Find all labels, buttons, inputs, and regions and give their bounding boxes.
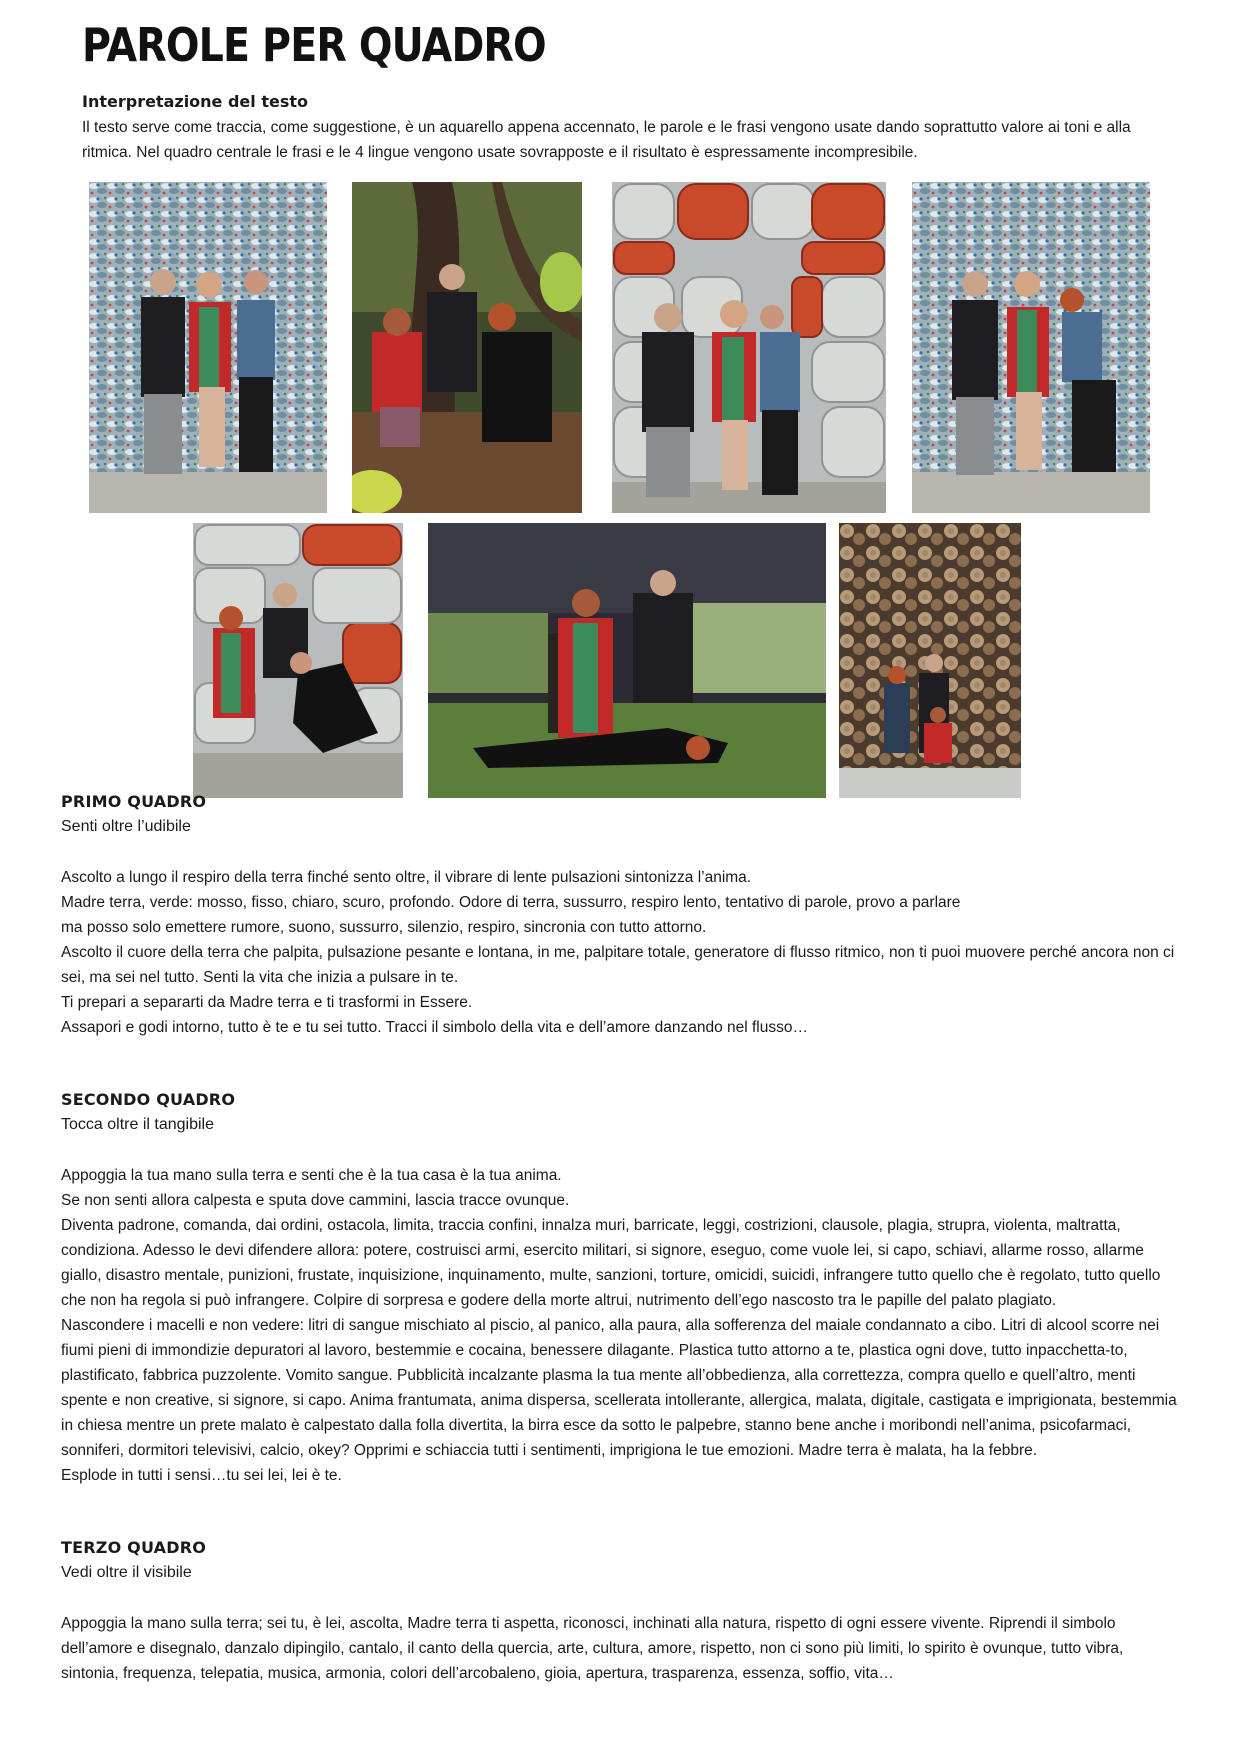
section-terzo-quadro [61, 1536, 1181, 1686]
section-line: Nascondere i macelli e non vedere: litri di sangue mischiato al piscio, al panico, alla paura, alla sofferenza del maiale condannato a cibo. Litri di alcool scorre nei fiumi pieni di immondizie depuratori al lavoro, bestemmie e cocaina, benessere dilagante. Plastica tutto attorno a te, plastica ogni dove, tutto inpacchetta-to, plastificato, fabbrica puzzolente. Vomito sangue. Pubblicità incalzante plasma la tua mente all’obbedienza, alla correttezza, compra quello e quell’altro, menti spente e non creative, si signore, si capo. Anima frantumata, anima dispersa, scellerata intollerante, allergica, malata, digitale, castigata e imprigionata, bestemmia in chiesa mentre un prete malato è calpestato dalla folla divertita, la birra esce da sotto le palpebre, stanno bene anche i moribondi nell’anima, psicofarmaci, sonniferi, dormitori televisivi, calcio, okey? Opprimi e schiaccia tutti i sentimenti, imprigiona le tue emozioni. Madre terra è malata, ha la febbre. [61, 1317, 1177, 1459]
photo-1 [89, 182, 327, 513]
section-subtitle: Vedi oltre il visibile [61, 1564, 192, 1581]
section-line: ma posso solo emettere rumore, suono, sussurro, silenzio, respiro, sincronia con tutto attorno. [61, 919, 707, 936]
section-line: Assapori e godi intorno, tutto è te e tu sei tutto. Tracci il simbolo della vita e dell’amore danzando nel flusso… [61, 1019, 808, 1036]
photo-7 [839, 523, 1021, 798]
section-subtitle: Tocca oltre il tangibile [61, 1116, 214, 1133]
section-line: Ascolto a lungo il respiro della terra finché sento oltre, il vibrare di lente pulsazioni sintonizza l’anima. [61, 869, 752, 886]
section-line: Diventa padrone, comanda, dai ordini, ostacola, limita, traccia confini, innalza muri, barricate, leggi, costrizioni, clausole, plagia, strupra, violenta, maltratta, condiziona. Adesso le devi difendere allora: potere, costruisci armi, esercito militari, si signore, eseguo, come vuole lei, si capo, schiavi, allarme rosso, allarme giallo, disastro mentale, punizioni, frustate, inquisizione, inquinamento, multe, sanzioni, torture, omicidi, suicidi, infrangere tutto quello che è regolato, tutto quello che non ha regola si può infrangere. Colpire di sorpresa e godere della morte altrui, nutrimento dell’ego nascosto tra le papille del palato plagiato. [61, 1217, 1161, 1309]
section-heading: TERZO QUADRO [61, 1538, 207, 1557]
section-subtitle: Senti oltre l’udibile [61, 818, 191, 835]
section-primo-quadro [61, 790, 1181, 1040]
intro-block [82, 92, 1162, 165]
photo-4 [912, 182, 1150, 513]
photo-2 [352, 182, 582, 513]
text-sections [61, 790, 1181, 1734]
page-title: PAROLE PER QUADRO [82, 18, 546, 72]
section-line: Ti prepari a separarti da Madre terra e ti trasformi in Essere. [61, 994, 473, 1011]
section-line: Madre terra, verde: mosso, fisso, chiaro, scuro, profondo. Odore di terra, sussurro, respiro lento, tentativo di parole, provo a parlare [61, 894, 961, 911]
section-secondo-quadro [61, 1088, 1181, 1488]
section-line: Appoggia la tua mano sulla terra e senti che è la tua casa è la tua anima. [61, 1167, 562, 1184]
section-line: Appoggia la mano sulla terra; sei tu, è lei, ascolta, Madre terra ti aspetta, riconosci, inchinati alla natura, rispetto di ogni essere vivente. Riprendi il simbolo dell’amore e disegnalo, danzalo dipingilo, cantalo, il canto della quercia, arte, cultura, amore, rispetto, non ci sono più limiti, lo spirito è ovunque, tutto vibra, sintonia, frequenza, telepatia, musica, armonia, colori dell’arcobaleno, gioia, apertura, trasparenza, essenza, soffio, vita… [61, 1615, 1124, 1682]
photo-6 [428, 523, 826, 798]
photo-5 [193, 523, 403, 798]
section-line: Esplode in tutti i sensi…tu sei lei, lei è te. [61, 1467, 342, 1484]
intro-heading: Interpretazione del testo [82, 92, 308, 111]
section-line: Ascolto il cuore della terra che palpita, pulsazione pesante e lontana, in me, palpitare totale, generatore di flusso ritmico, non ti puoi muovere perché ancora non ci sei, ma sei nel tutto. Senti la vita che inizia a pulsare in te. [61, 944, 1175, 986]
photo-3 [612, 182, 886, 513]
intro-text: Il testo serve come traccia, come suggestione, è un aquarello appena accennato, le parole e le frasi vengono usate dando soprattutto valore ai toni e alla ritmica. Nel quadro centrale le frasi e le 4 lingue vengono usate sovrapposte e il risultato è espressamente incompresibile. [82, 119, 1131, 161]
section-line: Se non senti allora calpesta e sputa dove cammini, lascia tracce ovunque. [61, 1192, 570, 1209]
section-heading: SECONDO QUADRO [61, 1090, 236, 1109]
section-heading: PRIMO QUADRO [61, 792, 207, 811]
